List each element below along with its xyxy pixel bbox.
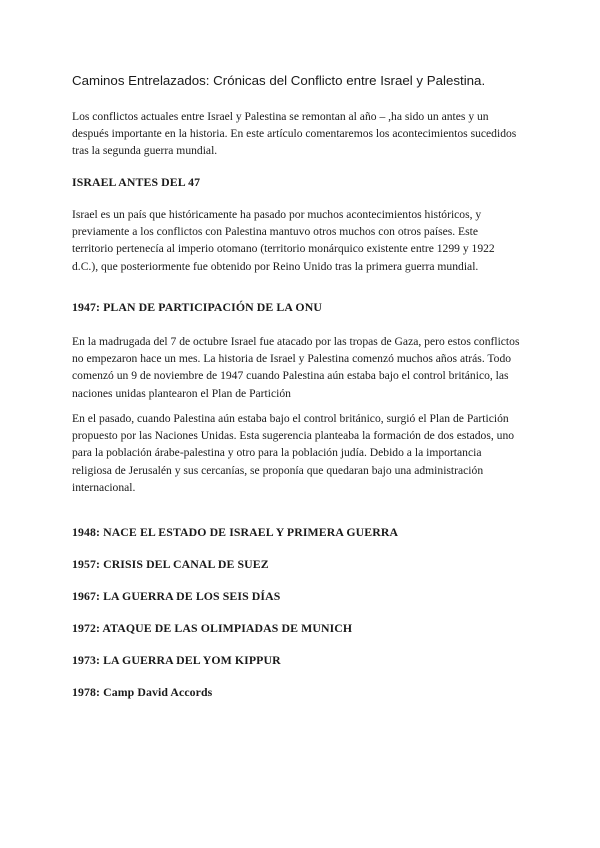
timeline-heading-1973: 1973: LA GUERRA DEL YOM KIPPUR	[72, 653, 281, 667]
section-paragraph-israel-antes: Israel es un país que históricamente ha pasado por muchos acontecimientos históricos, y previamente a los conflictos con Palestina mantuvo otros muchos con otros países. Este territorio pertenecía al imperio otomano (territorio monárquico existente entre 1299 y 1922 d.C.), que posteriormente fue obtenido por Reino Unido tras la primera guerra mundial.	[72, 208, 495, 273]
timeline-heading-1957: 1957: CRISIS DEL CANAL DE SUEZ	[72, 557, 269, 571]
document-title: Caminos Entrelazados: Crónicas del Conflicto entre Israel y Palestina.	[72, 73, 486, 88]
intro-paragraph: Los conflictos actuales entre Israel y Palestina se remontan al año – ,ha sido un antes y un después importante en la historia. En este artículo comentaremos los acontecimientos sucedidos tras la segunda guerra mundial.	[72, 110, 517, 158]
section-heading-israel-antes: ISRAEL ANTES DEL 47	[72, 175, 201, 189]
timeline-heading-1967: 1967: LA GUERRA DE LOS SEIS DÍAS	[72, 589, 281, 603]
section-heading-1947: 1947: PLAN DE PARTICIPACIÓN DE LA ONU	[72, 300, 322, 314]
timeline-heading-1948: 1948: NACE EL ESTADO DE ISRAEL Y PRIMERA GUERRA	[72, 525, 399, 539]
timeline-heading-1972: 1972: ATAQUE DE LAS OLIMPIADAS DE MUNICH	[72, 621, 353, 635]
section-paragraph-1947-a: En la madrugada del 7 de octubre Israel fue atacado por las tropas de Gaza, pero estos conflictos no empezaron hace un mes. La historia de Israel y Palestina comenzó muchos años atrás. Todo comenzó un 9 de noviembre de 1947 cuando Palestina aún estaba bajo el control británico, las naciones unidas plantearon el Plan de Partición	[72, 335, 520, 400]
timeline-heading-1978: 1978: Camp David Accords	[72, 685, 213, 699]
section-paragraph-1947-b: En el pasado, cuando Palestina aún estaba bajo el control británico, surgió el Plan de Partición propuesto por las Naciones Unidas. Esta sugerencia planteaba la formación de dos estados, uno para la población árabe-palestina y otro para la población judía. Debido a la importancia religiosa de Jerusalén y sus cercanías, se proponía que quedaran bajo una administración internacional.	[72, 412, 515, 494]
